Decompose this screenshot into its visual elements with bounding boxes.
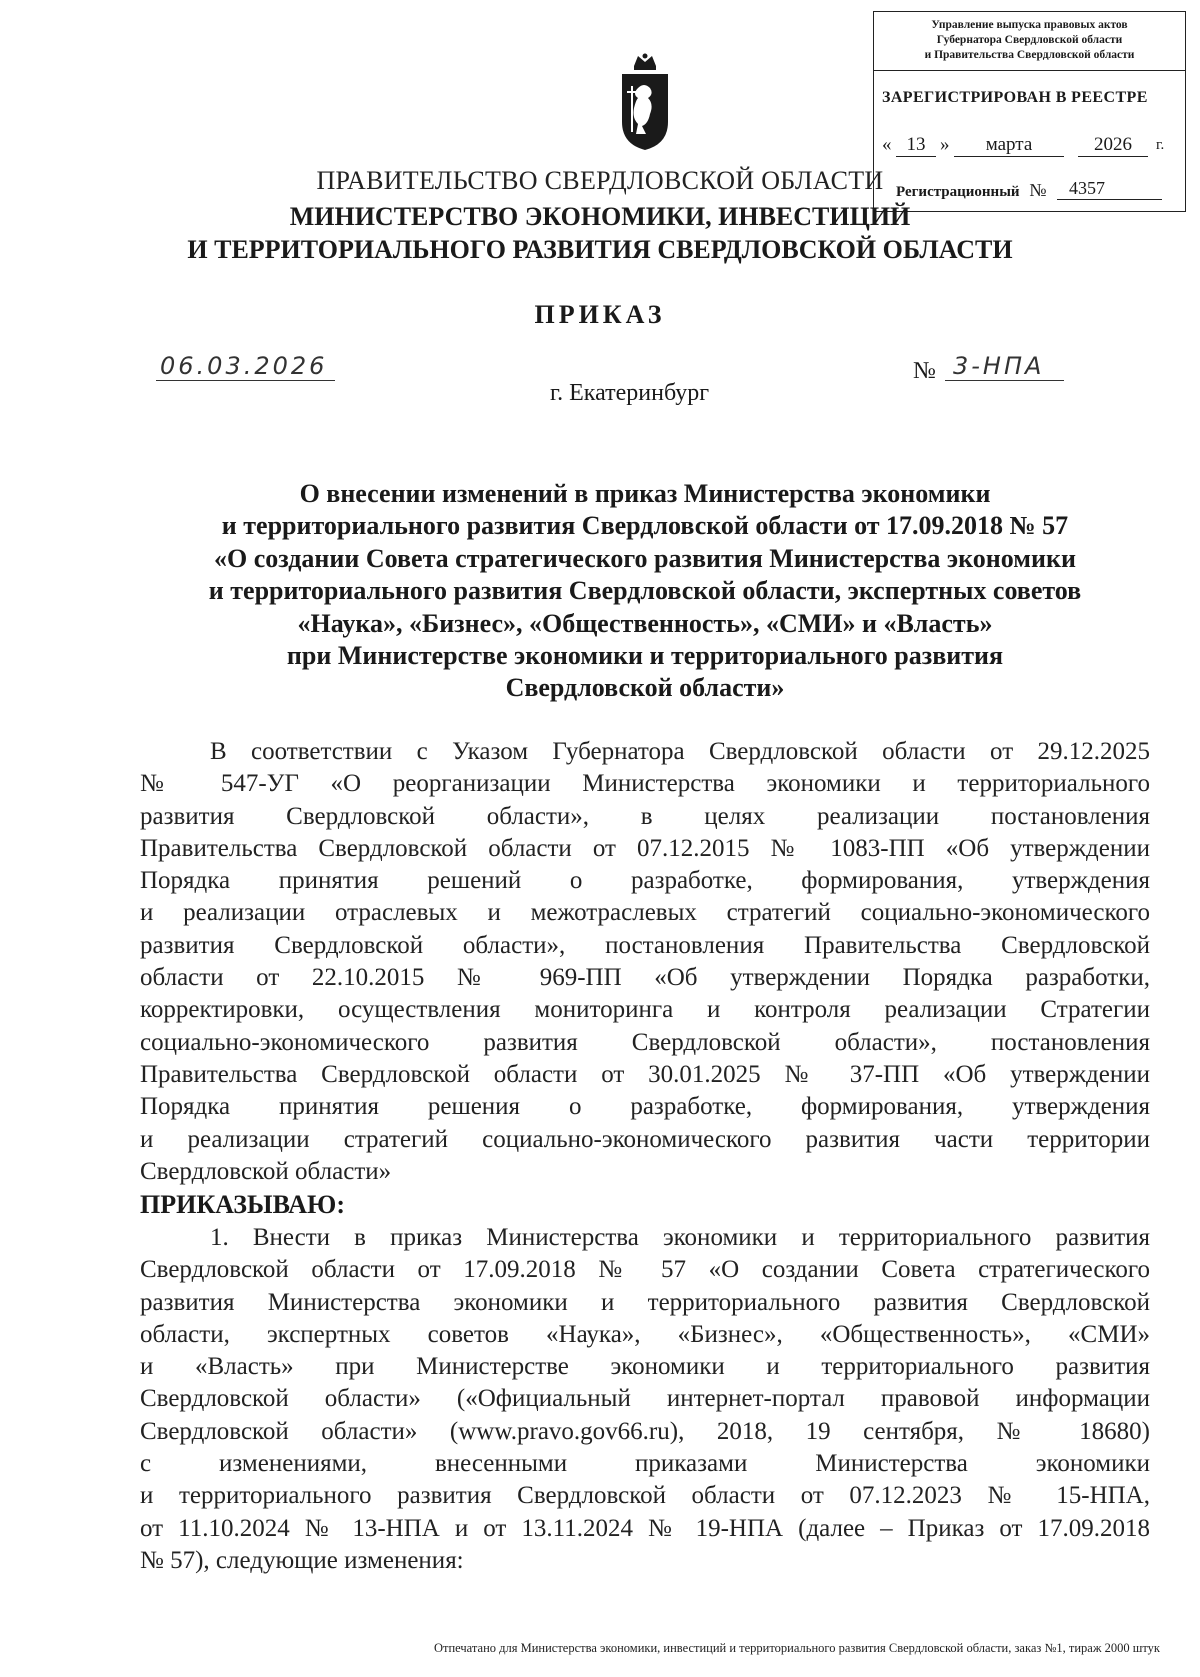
stamp-authority-line: Губернатора Свердловской области <box>936 34 1123 46</box>
text-line: № 57), следующие изменения: <box>140 1546 464 1574</box>
stamp-registered-label: ЗАРЕГИСТРИРОВАН В РЕЕСТРЕ <box>882 89 1148 106</box>
text-line: и территориального развития Свердловской области от 07.12.2023 № 15-НПА, <box>140 1482 1150 1510</box>
title-line: «Наука», «Бизнес», «Общественность», «СМИ» и «Власть» <box>297 608 993 638</box>
ministry-name-line-2: И ТЕРРИТОРИАЛЬНОГО РАЗВИТИЯ СВЕРДЛОВСКОЙ ОБЛАСТИ <box>187 235 1013 264</box>
stamp-day: 13 <box>896 134 936 157</box>
stamp-reg-number: 4357 <box>1057 178 1162 200</box>
stamp-number-sign: № <box>1029 180 1047 200</box>
text-line: развития Свердловской области», в целях реализации постановления <box>140 802 1150 830</box>
document-type: ПРИКАЗ <box>534 300 666 329</box>
text-line: Правительства Свердловской области от 07.12.2015 № 1083-ПП «Об утверждении <box>140 834 1150 862</box>
title-line: Свердловской области» <box>505 673 785 703</box>
text-line: 1. Внести в приказ Министерства экономики и территориального развития <box>210 1224 1150 1251</box>
text-line: Правительства Свердловской области от 30.01.2025 № 37-ПП «Об утверждении <box>140 1060 1150 1088</box>
title-line: и территориального развития Свердловской области от 17.09.2018 № 57 <box>221 511 1069 541</box>
text-line: области от 22.10.2015 № 969-ПП «Об утверждении Порядка разработки, <box>140 964 1150 992</box>
title-line: «О создании Совета стратегического развития Министерства экономики <box>214 543 1076 573</box>
orders-heading: ПРИКАЗЫВАЮ: <box>140 1190 345 1219</box>
text-line: Свердловской области» (www.pravo.gov66.ru), 2018, 19 сентября, № 18680) <box>140 1417 1150 1445</box>
ministry-name-line-1: МИНИСТЕРСТВО ЭКОНОМИКИ, ИНВЕСТИЦИЙ <box>289 202 911 231</box>
text-line: развития Министерства экономики и территориального развития Свердловской <box>140 1288 1150 1316</box>
text-line: от 11.10.2024 № 13-НПА и от 13.11.2024 № 19-НПА (далее – Приказ от 17.09.2018 <box>140 1514 1150 1542</box>
title-line: и территориального развития Свердловской области, экспертных советов <box>208 576 1082 606</box>
text-line: социально-экономического развития Свердловской области», постановления <box>140 1028 1150 1056</box>
stamp-divider <box>874 70 1185 71</box>
text-line: и реализации отраслевых и межотраслевых стратегий социально-экономического <box>140 899 1150 927</box>
order-date-handwritten: 06.03.2026 <box>156 352 335 381</box>
text-line: и «Власть» при Министерстве экономики и территориального развития <box>140 1353 1150 1381</box>
text-line: Свердловской области» <box>140 1157 392 1185</box>
text-line: № 547-УГ «О реорганизации Министерства экономики и территориального <box>140 770 1150 798</box>
stamp-authority-line: и Правительства Свердловской области <box>924 49 1135 61</box>
text-line: развития Свердловской области», постановления Правительства Свердловской <box>140 931 1150 959</box>
text-line: Порядка принятия решения о разработке, формирования, утверждения <box>140 1093 1150 1121</box>
stamp-month: марта <box>954 134 1064 157</box>
text-line: Свердловской области от 17.09.2018 № 57 «О создании Совета стратегического <box>140 1256 1150 1284</box>
stamp-year-suffix: г. <box>1156 137 1165 153</box>
stamp-open-quote: « <box>882 134 892 155</box>
stamp-close-quote: » <box>940 134 950 155</box>
government-name: ПРАВИТЕЛЬСТВО СВЕРДЛОВСКОЙ ОБЛАСТИ <box>316 166 884 195</box>
coat-of-arms-emblem <box>618 52 672 152</box>
stamp-year: 2026 <box>1078 134 1148 157</box>
order-number-handwritten: 3-НПА <box>945 352 1064 381</box>
stamp-authority-line: Управление выпуска правовых актов <box>931 19 1128 31</box>
city: г. Екатеринбург <box>550 380 710 406</box>
order-number-sign: № <box>913 358 936 384</box>
text-line: области, экспертных советов «Наука», «Бизнес», «Общественность», «СМИ» <box>140 1320 1150 1348</box>
text-line: Свердловской области» («Официальный интернет-портал правовой информации <box>140 1385 1150 1413</box>
text-line: В соответствии с Указом Губернатора Свердловской области от 29.12.2025 <box>210 738 1150 765</box>
text-line: и реализации стратегий социально-экономического развития части территории <box>140 1125 1150 1153</box>
title-line: при Министерстве экономики и территориального развития <box>286 641 1004 671</box>
text-line: Порядка принятия решений о разработке, формирования, утверждения <box>140 867 1150 895</box>
document-title <box>130 478 1160 705</box>
title-line: О внесении изменений в приказ Министерства экономики <box>299 479 991 508</box>
preamble-paragraph <box>140 736 1150 1188</box>
print-footer: Отпечатано для Министерства экономики, инвестиций и территориального развития Свердловской области, заказ №1, тираж 2000 штук <box>433 1641 1160 1655</box>
order-item-1 <box>140 1222 1150 1577</box>
text-line: корректировки, осуществления мониторинга и контроля реализации Стратегии <box>140 996 1150 1024</box>
text-line: с изменениями, внесенными приказами Министерства экономики <box>140 1450 1150 1478</box>
stamp-reg-number-label: Регистрационный <box>896 184 1020 200</box>
